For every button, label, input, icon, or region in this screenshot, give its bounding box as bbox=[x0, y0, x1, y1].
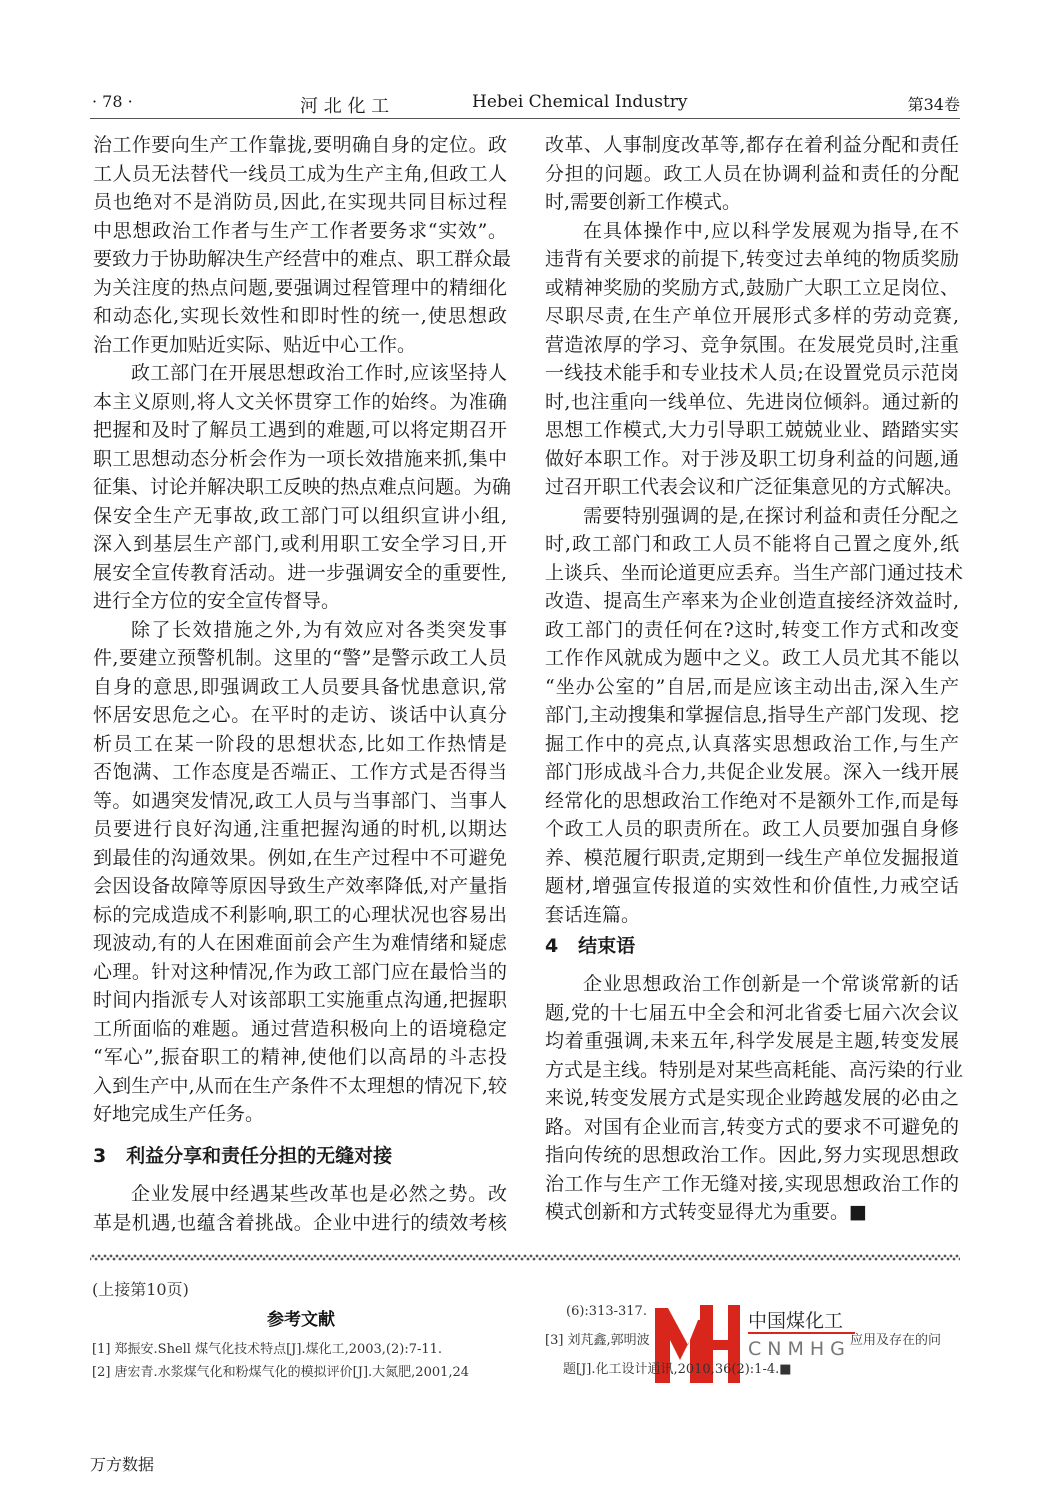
text-line: 来说,转变发展方式是实现企业跨越发展的必由之 bbox=[545, 1087, 959, 1109]
text-line: 怀居安思危之心。在平时的走访、谈话中认真分 bbox=[93, 704, 507, 726]
text-line: 征集、讨论并解决职工反映的热点难点问题。为确 bbox=[93, 476, 512, 498]
text-line: 企业发展中经遇某些改革也是必然之势。改 bbox=[131, 1183, 507, 1205]
text-line: 部门形成战斗合力,共促企业发展。深入一线开展 bbox=[545, 761, 959, 783]
text-line: 改造、提高生产率来为企业创造直接经济效益时, bbox=[545, 590, 959, 612]
text-line: 分担的问题。政工人员在协调利益和责任的分配 bbox=[545, 162, 959, 185]
reference-2: [2] 唐宏青.水浆煤气化和粉煤气化的模拟评价[J].大氮肥,2001,24 bbox=[92, 1365, 470, 1380]
text-line: 工人员无法替代一线员工成为生产主角,但政工人 bbox=[93, 162, 507, 185]
text-line: 好地完成生产任务。 bbox=[93, 1103, 265, 1125]
references-title: 参考文献 bbox=[267, 1310, 335, 1330]
section-4-body bbox=[545, 970, 964, 1227]
text-line: 员要进行良好沟通,注重把握沟通的时机,以期达 bbox=[93, 818, 507, 840]
journal-title-en: Hebei Chemical Industry bbox=[472, 92, 688, 112]
text-line: 路。对国有企业而言,转变方式的要求不可避免的 bbox=[545, 1115, 959, 1138]
text-line: 时,也注重向一线单位、先进岗位倾斜。通过新的 bbox=[545, 390, 959, 413]
text-line: 尽职尽责,在生产单位开展形式多样的劳动竞赛, bbox=[545, 305, 959, 327]
text-line: 题材,增强宣传报道的实效性和价值性,力戒空话 bbox=[545, 875, 959, 897]
text-line: 自身的意思,即强调政工人员要具备忧患意识,常 bbox=[93, 675, 507, 698]
reference-3-end: 应用及存在的问 bbox=[850, 1333, 942, 1348]
text-line: 或精神奖励的奖励方式,鼓励广大职工立足岗位、 bbox=[545, 276, 959, 299]
text-line: 展安全宣传教育活动。进一步强调安全的重要性, bbox=[93, 561, 507, 584]
text-line: “军心”,振奋职工的精神,使他们以高昂的斗志投 bbox=[93, 1046, 507, 1068]
text-line: 把握和及时了解员工遇到的难题,可以将定期召开 bbox=[93, 419, 507, 441]
reference-1: [1] 郑振安.Shell 煤气化技术特点[J].煤化工,2003,(2):7-11. bbox=[92, 1342, 443, 1357]
text-line: 需要特别强调的是,在探讨利益和责任分配之 bbox=[583, 504, 959, 527]
text-line: 政工部门在开展思想政治工作时,应该坚持人 bbox=[131, 362, 507, 384]
reference-3: [3] 刘芃鑫,郭明波 bbox=[545, 1333, 650, 1348]
text-line: 时,政工部门和政工人员不能将自己置之度外,纸 bbox=[545, 533, 959, 555]
text-line: 营造浓厚的学习、竞争氛围。在发展党员时,注重 bbox=[545, 333, 959, 356]
text-line: 方式是主线。特别是对某些高耗能、高污染的行业 bbox=[545, 1058, 964, 1081]
text-line: 标的完成造成不利影响,职工的心理状况也容易出 bbox=[93, 903, 507, 926]
text-line: 套话连篇。 bbox=[545, 903, 641, 926]
text-line: 本主义原则,将人文关怀贯穿工作的始终。为准确 bbox=[93, 390, 507, 413]
text-line: 会因设备故障等原因导致生产效率降低,对产量指 bbox=[93, 875, 507, 897]
text-line: 等。如遇突发情况,政工人员与当事部门、当事人 bbox=[93, 789, 507, 812]
text-line: 治工作更加贴近实际、贴近中心工作。 bbox=[93, 333, 417, 356]
section-3-heading: 3 利益分享和责任分担的无缝对接 bbox=[93, 1145, 393, 1167]
text-line: 工所面临的难题。通过营造积极向上的语境稳定 bbox=[93, 1017, 507, 1040]
page-number: · 78 · bbox=[92, 92, 133, 111]
text-line: 做好本职工作。对于涉及职工切身利益的问题,通 bbox=[545, 447, 959, 470]
text-line: 时间内指派专人对该部职工实施重点沟通,把握职 bbox=[93, 989, 507, 1011]
text-line: 在具体操作中,应以科学发展观为指导,在不 bbox=[583, 219, 959, 242]
text-line: 中思想政治工作者与生产工作者要务求“实效”。 bbox=[93, 219, 507, 242]
text-line: 部门,主动搜集和掌握信息,指导生产部门发现、挖 bbox=[545, 704, 959, 726]
text-line: 深入到基层生产部门,或利用职工安全学习日,开 bbox=[93, 533, 507, 555]
text-line: 要致力于协助解决生产经营中的难点、职工群众最 bbox=[93, 248, 512, 270]
text-line: 为关注度的热点问题,要强调过程管理中的精细化 bbox=[93, 276, 507, 299]
text-line: 析员工在某一阶段的思想状态,比如工作热情是 bbox=[93, 732, 507, 755]
text-line: 进行全方位的安全宣传督导。 bbox=[93, 590, 341, 612]
section-4-heading: 4 结束语 bbox=[545, 935, 636, 957]
text-line: 心理。针对这种情况,作为政工部门应在最恰当的 bbox=[93, 960, 507, 983]
text-line: 指向传统的思想政治工作。因此,努力实现思想政 bbox=[545, 1144, 959, 1166]
text-line: 除了长效措施之外,为有效应对各类突发事 bbox=[131, 618, 507, 641]
text-line: 工作作风就成为题中之义。政工人员尤其不能以 bbox=[545, 647, 959, 669]
text-line: 思想工作模式,大力引导职工兢兢业业、踏踏实实 bbox=[545, 419, 959, 441]
text-line: 掘工作中的亮点,认真落实思想政治工作,与生产 bbox=[545, 732, 959, 755]
text-line: 一线技术能手和专业技术人员;在设置党员示范岗 bbox=[545, 362, 959, 384]
text-line: 经常化的思想政治工作绝对不是额外工作,而是每 bbox=[545, 789, 959, 812]
text-line: 过召开职工代表会议和广泛征集意见的方式解决。 bbox=[545, 476, 964, 498]
text-line: 治工作与生产工作无缝对接,实现思想政治工作的 bbox=[545, 1172, 959, 1195]
text-line: 政工部门的责任何在?这时,转变工作方式和改变 bbox=[545, 618, 959, 641]
text-line: 否饱满、工作态度是否端正、工作方式是否得当 bbox=[93, 761, 507, 783]
text-line: 员也绝对不是消防员,因此,在实现共同目标过程 bbox=[93, 191, 507, 213]
text-line: 入到生产中,从而在生产条件不太理想的情况下,较 bbox=[93, 1074, 507, 1097]
reference-2-cont: (6):313-317. bbox=[566, 1304, 647, 1319]
text-line: 改革、人事制度改革等,都存在着利益分配和责任 bbox=[545, 134, 959, 156]
text-line: 职工思想动态分析会作为一项长效措施来抓,集中 bbox=[93, 447, 507, 470]
watermark-en: CNMHG bbox=[748, 1338, 851, 1360]
text-line: 均着重强调,未来五年,科学发展是主题,转变发展 bbox=[545, 1030, 959, 1052]
text-line: 企业思想政治工作创新是一个常谈常新的话 bbox=[583, 973, 959, 995]
text-line: 治工作要向生产工作靠拢,要明确自身的定位。政 bbox=[93, 134, 507, 156]
text-line: 时,需要创新工作模式。 bbox=[545, 191, 742, 213]
text-line: 件,要建立预警机制。这里的“警”是警示政工人员 bbox=[93, 647, 507, 669]
text-line: 题,党的十七届五中全会和河北省委七届六次会议 bbox=[545, 1001, 959, 1024]
decorative-divider bbox=[90, 1254, 960, 1261]
text-line: 违背有关要求的前提下,转变过去单纯的物质奖励 bbox=[545, 248, 959, 270]
journal-title-cn: 河 北 化 工 bbox=[300, 96, 390, 117]
text-line: 保安全生产无事故,政工部门可以组织宣讲小组, bbox=[93, 504, 507, 527]
text-line: 和动态化,实现长效性和即时性的统一,使思想政 bbox=[93, 305, 507, 327]
right-column bbox=[545, 131, 964, 929]
header-rule bbox=[90, 118, 960, 119]
text-line: 模式创新和方式转变显得尤为重要。■ bbox=[545, 1201, 867, 1223]
text-line: 个政工人员的职责所在。政工人员要加强自身修 bbox=[545, 818, 959, 840]
text-line: 到最佳的沟通效果。例如,在生产过程中不可避免 bbox=[93, 846, 507, 869]
left-column bbox=[93, 131, 512, 1129]
source-footer: 万方数据 bbox=[90, 1455, 155, 1474]
watermark-cn: 中国煤化工 bbox=[748, 1310, 844, 1332]
text-line: 现波动,有的人在困难面前会产生为难情绪和疑虑 bbox=[93, 932, 507, 954]
reference-3-cont: 题[J].化工设计通讯,2010,36(2):1-4.■ bbox=[563, 1362, 792, 1377]
section-3-body bbox=[93, 1180, 507, 1237]
volume: 第34卷 bbox=[907, 95, 960, 114]
text-line: 革是机遇,也蕴含着挑战。企业中进行的绩效考核 bbox=[93, 1211, 507, 1234]
text-line: “坐办公室的”自居,而是应该主动出击,深入生产 bbox=[545, 675, 959, 698]
text-line: 上谈兵、坐而论道更应丢弃。当生产部门通过技术 bbox=[545, 561, 964, 584]
text-line: 养、模范履行职责,定期到一线生产单位发掘报道 bbox=[545, 846, 959, 869]
continued-note: (上接第10页) bbox=[92, 1280, 189, 1299]
